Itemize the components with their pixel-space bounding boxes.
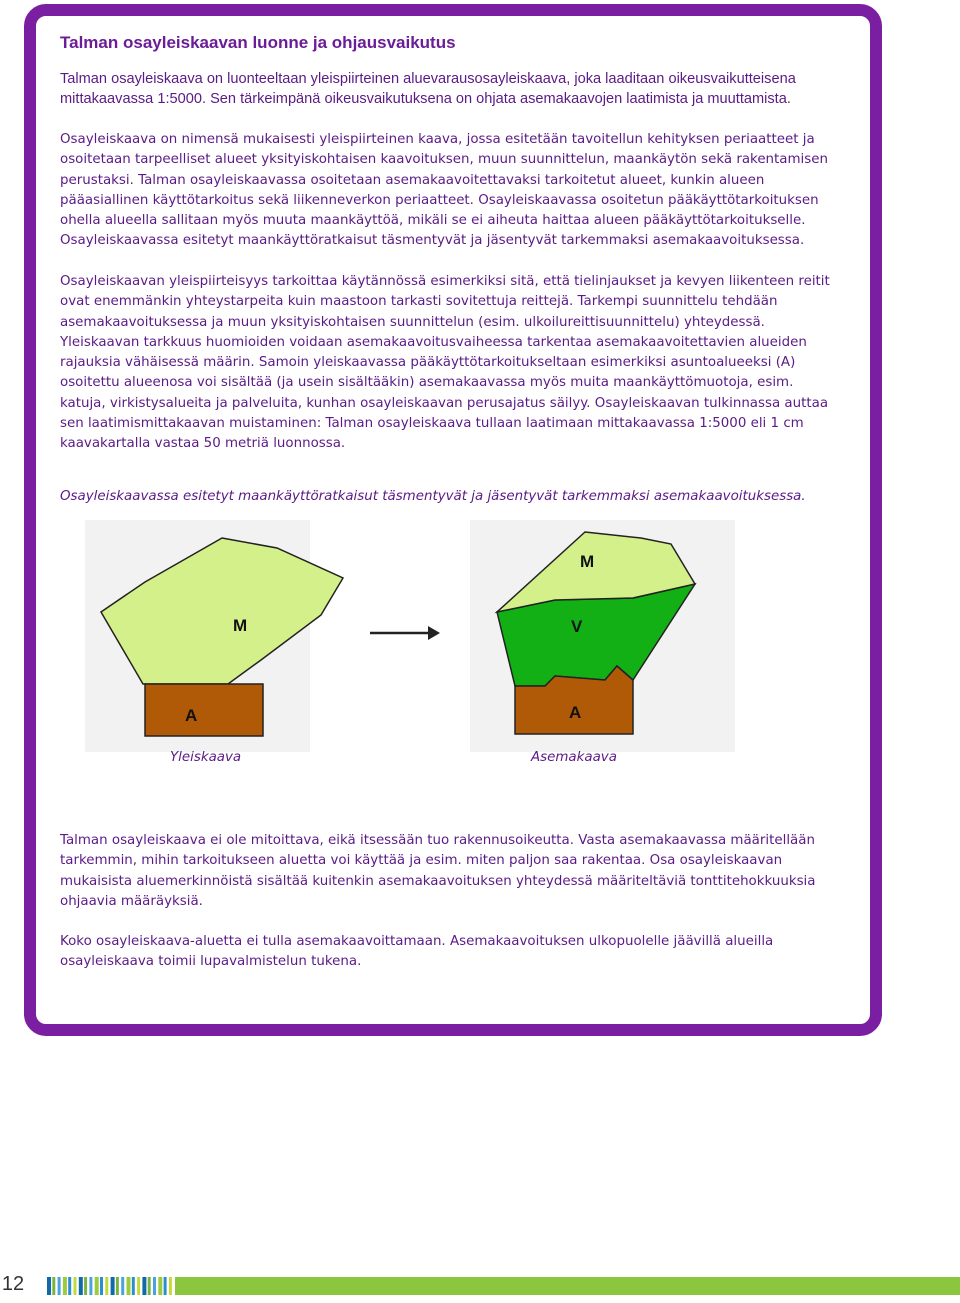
figure-caption: Osayleiskaavassa esitetyt maankäyttöratkaisut täsmentyvät ja jäsentyvät tarkemmaksi asemakaavoituksessa. [60,489,806,504]
left-a-letter: A [185,706,198,725]
right-figure-label: Asemakaava [531,750,617,765]
footer-stripe [47,1277,51,1295]
footer-stripe [52,1277,55,1295]
footer-stripe [74,1277,77,1295]
paragraph-5: Koko osayleiskaava-aluetta ei tulla asemakaavoittamaan. Asemakaavoituksen ulkopuolelle jäävillä alueilla osayleiskaava toimii lupavalmistelun tukena. [60,934,774,970]
footer-stripe [164,1277,167,1295]
footer-stripe [68,1277,71,1295]
arrow-icon [370,626,440,640]
footer-stripe [127,1277,131,1295]
footer-stripe [100,1277,103,1295]
footer-stripe [79,1277,83,1295]
footer-stripe [153,1277,156,1295]
footer-stripe [111,1277,115,1295]
left-figure-label: Yleiskaava [170,750,242,765]
right-m-letter: M [580,552,595,571]
footer-stripe [105,1277,108,1295]
footer-stripe-bar [47,1275,960,1297]
footer-stripe [148,1277,151,1295]
footer-stripe [137,1277,140,1295]
footer-stripe [132,1277,135,1295]
footer-stripe [169,1277,172,1295]
left-a-area [145,684,263,736]
footer-stripe [95,1277,99,1295]
plan-comparison-diagram [85,520,735,752]
right-a-letter: A [569,703,582,722]
footer-stripe [116,1277,119,1295]
paragraph-3: Osayleiskaavan yleispiirteisyys tarkoittaa käytännössä esimerkiksi sitä, että tielinjaukset ja kevyen liikenteen reitit ovat enemmänkin yhteystarpeita kuin maastoon tarkasti sovitettuja reittejä. Tarkempi suunnittelu tehdään asemakaavoituksessa ja muun yksityiskohtaisen suunnittelun (esim. ulkoilureittisuunnittelu) yhteydessä. Yleiskaavan tarkkuus huomioiden voidaan asemakaavoitusvaiheessa tarkentaa asemakaavoitettavien alueiden rajauksia vähäisessä määrin. Samoin yleiskaavassa pääkäyttötarkoitukseltaan esimerkiksi asuntoalueeksi (A) osoitettu alueenosa voi sisältää (ja usein sisältääkin) asemakaavassa myös muita maankäyttömuotoja, esim. katuja, virkistysalueita ja palveluita, kunhan osayleiskaavan perusajatus säilyy. Osayleiskaavan tulkinnassa auttaa sen laatimismittakaavan muistaminen: Talman osayleiskaava tullaan laatimaan mittakaavassa 1:5000 eli 1 cm kaavakartalla vastaa 50 metriä luonnossa. [60,274,830,452]
paragraph-4: Talman osayleiskaava ei ole mitoittava, eikä itsessään tuo rakennusoikeutta. Vasta asemakaavassa määritellään tarkemmin, mihin tarkoitukseen aluetta voi käyttää ja esim. miten paljon saa rakentaa. Osa osayleiskaavan mukaisista aluemerkinnöistä sisältää kuitenkin asemakaavoituksen yhteydessä määriteltäviä tonttitehokkuuksia ohjaavia määräyksiä. [60,833,816,909]
paragraph-2: Osayleiskaava on nimensä mukaisesti yleispiirteinen kaava, jossa esitetään tavoitellun kehityksen periaatteet ja osoitetaan tarpeelliset alueet yksityiskohtaisen kaavoituksen, muun suunnittelun, maankäytön sekä rakentamisen perustaksi. Talman osayleiskaavassa osoitetaan asemakaavoitettavaksi tarkoitetut alueet, kunkin alueen pääasiallinen käyttötarkoitus sekä liikenneverkon periaatteet. Osayleiskaavassa osoitetun pääkäyttötarkoituksen ohella alueella sallitaan myös muuta maankäyttöä, mikäli se ei aiheuta haittaa alueen pääkäyttötarkoitukselle. Osayleiskaavassa esitetyt maankäyttöratkaisut täsmentyvät ja jäsentyvät tarkemmaksi asemakaavoituksessa. [60,132,828,249]
footer-stripe [142,1277,146,1295]
intro-paragraph: Talman osayleiskaava on luonteeltaan yleispiirteinen aluevarausosayleiskaava, joka laaditaan oikeusvaikutteisena mittakaavassa 1:5000. Sen tärkeimpänä oikeusvaikutuksena on ohjata asemakaavojen laatimista ja muuttamista. [60,71,796,108]
footer-stripe [63,1277,67,1295]
footer-stripe [158,1277,162,1295]
left-m-letter: M [233,616,248,635]
footer-stripe [58,1277,61,1295]
page-title: Talman osayleiskaavan luonne ja ohjausvaikutus [60,33,456,52]
page-number: 12 [1,1273,25,1295]
footer-stripe [121,1277,124,1295]
footer-stripe [89,1277,92,1295]
footer-stripe [84,1277,87,1295]
right-v-letter: V [571,617,583,636]
